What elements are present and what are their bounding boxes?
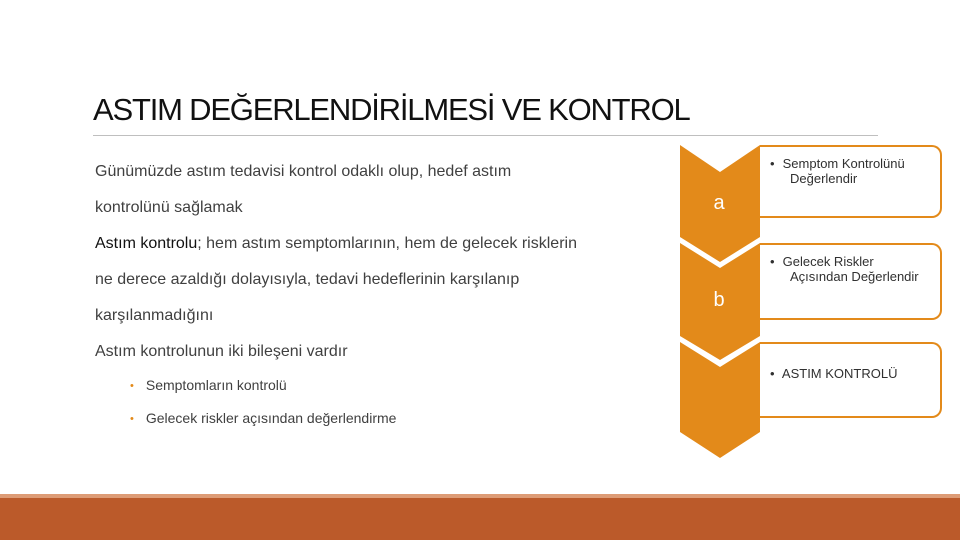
step-c-card: • ASTIM KONTROLÜ bbox=[760, 342, 942, 418]
step-a-text-2: Değerlendir bbox=[790, 171, 858, 186]
paragraph-1-line-1: Günümüzde astım tedavisi kontrol odaklı olup, hedef astım bbox=[95, 163, 512, 180]
bullet-text: Semptomların kontrolü bbox=[145, 377, 287, 393]
step-b-letter: b bbox=[713, 289, 725, 311]
paragraph-1-line-2: kontrolünü sağlamak bbox=[95, 199, 243, 216]
step-a-text-1: Semptom Kontrolünü bbox=[782, 156, 905, 171]
bullet-dot-icon: • bbox=[130, 413, 134, 425]
step-a-letter: a bbox=[713, 192, 725, 214]
step-b-card: • Gelecek Riskler Açısından Değerlendir bbox=[760, 243, 942, 320]
paragraph-2-bold: Astım kontrolu bbox=[95, 235, 198, 252]
bullet-dot-icon: • bbox=[130, 380, 134, 392]
slide-title: ASTIM DEĞERLENDİRİLMESİ VE KONTROL bbox=[93, 92, 690, 127]
step-b-text-1: Gelecek Riskler bbox=[782, 254, 874, 269]
step-c-text-1: ASTIM KONTROLÜ bbox=[781, 366, 898, 381]
bullet-text: Gelecek riskler açısından değerlendirme bbox=[145, 410, 397, 426]
paragraph-3: Astım kontrolunun iki bileşeni vardır bbox=[95, 343, 348, 360]
step-a-card: • Semptom Kontrolünü Değerlendir bbox=[760, 145, 942, 218]
step-b-text-2: Açısından Değerlendir bbox=[790, 269, 919, 284]
paragraph-2-line-3: karşılanmadığını bbox=[95, 307, 214, 324]
paragraph-2-line-2: ne derece azaldığı dolayısıyla, tedavi hedeflerinin karşılanıp bbox=[95, 271, 520, 288]
paragraph-2-line-1-rest: ; hem astım semptomlarının, hem de gelecek risklerin bbox=[197, 235, 577, 252]
footer-bar bbox=[0, 498, 960, 540]
